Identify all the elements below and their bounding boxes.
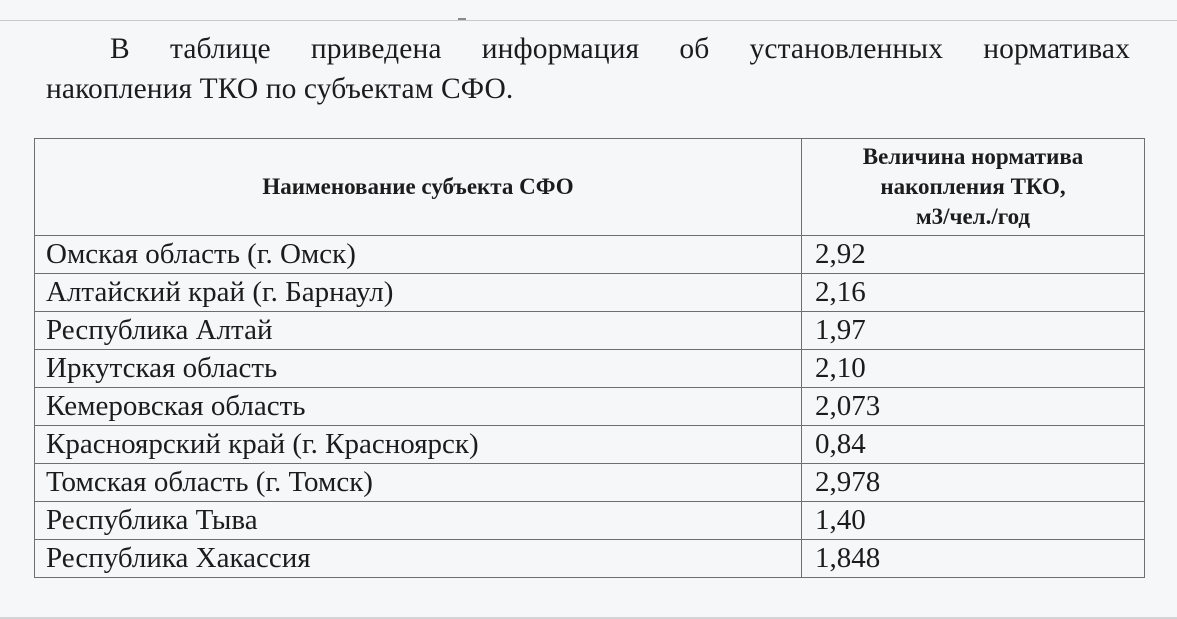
- intro-word: В: [110, 33, 130, 65]
- table-row: [35, 388, 1145, 426]
- header-subject-name: Наименование субъекта СФО: [35, 139, 802, 236]
- norm-value-cell: 1,97: [802, 312, 1145, 350]
- subject-name-cell: Иркутская область: [35, 350, 802, 388]
- header-norm-value: [802, 139, 1145, 236]
- table-row: [35, 426, 1145, 464]
- table-row: [35, 502, 1145, 540]
- page-top-divider: [0, 20, 1177, 21]
- norm-value-cell: 1,848: [802, 540, 1145, 578]
- subject-name-cell: Красноярский край (г. Красноярск): [35, 426, 802, 464]
- norm-value-cell: 2,16: [802, 274, 1145, 312]
- subject-name-cell: Республика Хакассия: [35, 540, 802, 578]
- table-header-row: [35, 139, 1145, 236]
- intro-paragraph: [46, 29, 1130, 109]
- table-row: [35, 274, 1145, 312]
- table-row: [35, 312, 1145, 350]
- subject-name-cell: Республика Алтай: [35, 312, 802, 350]
- subject-name-cell: Республика Тыва: [35, 502, 802, 540]
- intro-word: об: [679, 33, 710, 65]
- scan-mark: [458, 18, 466, 20]
- header-norm-line: м3/чел./год: [915, 204, 1031, 229]
- subject-name-cell: Томская область (г. Томск): [35, 464, 802, 502]
- norm-value-cell: 2,073: [802, 388, 1145, 426]
- norm-value-cell: 1,40: [802, 502, 1145, 540]
- subject-name-cell: Алтайский край (г. Барнаул): [35, 274, 802, 312]
- table-row: [35, 236, 1145, 274]
- intro-word: приведена: [310, 33, 442, 65]
- intro-word: информация: [481, 33, 640, 65]
- intro-word: таблице: [169, 33, 271, 65]
- header-norm-line: Величина норматива: [862, 144, 1084, 169]
- intro-word: установленных: [749, 33, 944, 65]
- table-row: [35, 540, 1145, 578]
- norm-value-cell: 2,10: [802, 350, 1145, 388]
- intro-line-1: [46, 29, 1130, 69]
- intro-line-2: накопления ТКО по субъектам СФО.: [46, 73, 514, 105]
- norm-value-cell: 2,978: [802, 464, 1145, 502]
- subject-name-cell: Омская область (г. Омск): [35, 236, 802, 274]
- subject-name-cell: Кемеровская область: [35, 388, 802, 426]
- norm-value-cell: 2,92: [802, 236, 1145, 274]
- norms-table: [34, 138, 1145, 578]
- table-row: [35, 350, 1145, 388]
- table-row: [35, 464, 1145, 502]
- norm-value-cell: 0,84: [802, 426, 1145, 464]
- intro-word: нормативах: [983, 33, 1130, 65]
- header-norm-line: накопления ТКО,: [880, 174, 1066, 199]
